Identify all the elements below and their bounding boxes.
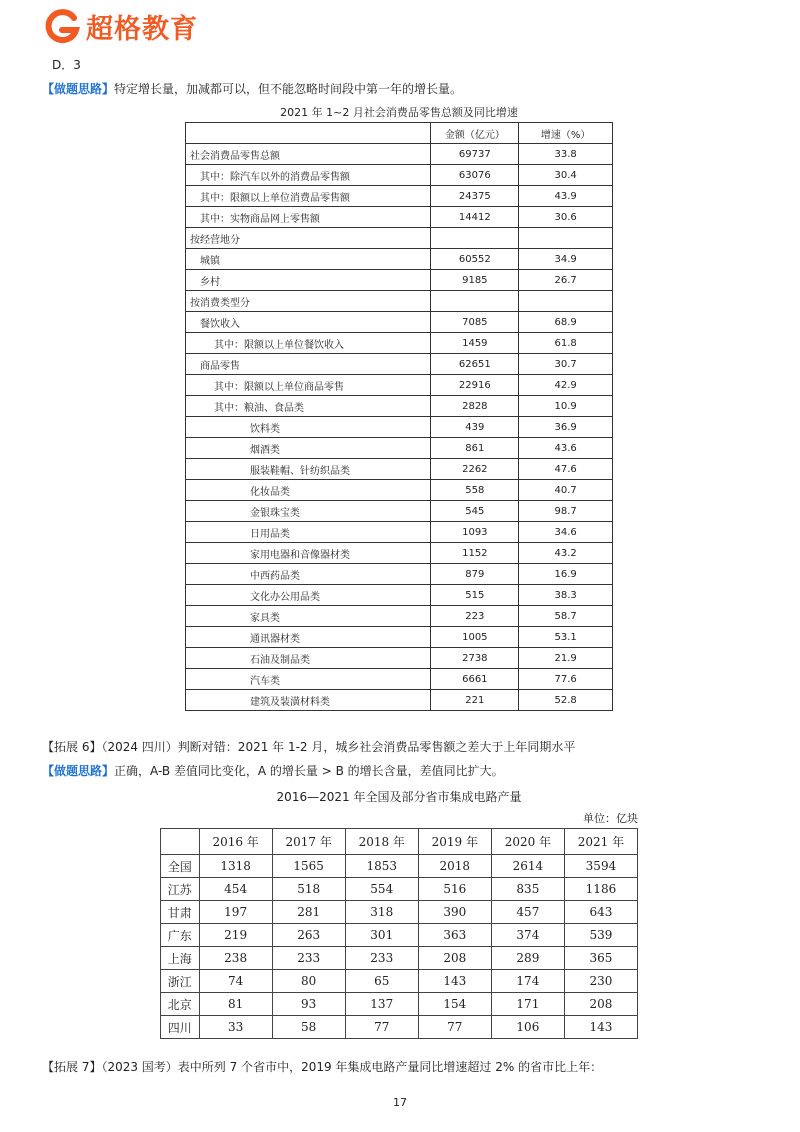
table2-value-cell: 1565: [272, 855, 345, 878]
table2-title: 2016—2021 年全国及部分省市集成电路产量: [276, 790, 522, 804]
table2-value-cell: 554: [345, 878, 418, 901]
table2-row: [161, 924, 638, 947]
table1-label-cell: 日用品类: [186, 522, 431, 543]
table2-value-cell: 74: [199, 970, 272, 993]
table2-row: [161, 901, 638, 924]
table2-value-cell: 154: [418, 993, 491, 1016]
table2-value-cell: 233: [272, 947, 345, 970]
table1-label-cell: 其中：限额以上单位商品零售: [186, 375, 431, 396]
table1-label-cell: 城镇: [186, 249, 431, 270]
table2-region-cell: 广东: [161, 924, 200, 947]
table1-amount-cell: 60552: [431, 249, 519, 270]
table1-growth-cell: 77.6: [519, 669, 613, 690]
table1-label-cell: 按经营地分: [186, 228, 431, 249]
table1-amount-cell: 62651: [431, 354, 519, 375]
table1-label-cell: 中西药品类: [186, 564, 431, 585]
table1-amount-cell: 7085: [431, 312, 519, 333]
table2-header-cell: 2021 年: [564, 829, 637, 855]
table1-label-cell: 乡村: [186, 270, 431, 291]
table2-region-cell: 北京: [161, 993, 200, 1016]
table1-row: [186, 459, 613, 480]
table1-label-cell: 建筑及装潢材料类: [186, 690, 431, 711]
table1-row: [186, 333, 613, 354]
table2-region-cell: 全国: [161, 855, 200, 878]
table1-label-cell: 其中：除汽车以外的消费品零售额: [186, 165, 431, 186]
table2-header-cell: 2020 年: [491, 829, 564, 855]
table1-row: [186, 585, 613, 606]
table2-region-cell: 上海: [161, 947, 200, 970]
tip2-line: [42, 762, 504, 779]
table2-value-cell: 2614: [491, 855, 564, 878]
tip1-text: 特定增长量，加减都可以，但不能忽略时间段中第一年的增长量。: [114, 82, 463, 96]
table1-amount-cell: 69737: [431, 144, 519, 165]
table2-value-cell: 208: [564, 993, 637, 1016]
table1-row: [186, 207, 613, 228]
table1-growth-cell: 98.7: [519, 501, 613, 522]
table1-row: [186, 648, 613, 669]
table1-header-row: [186, 123, 613, 144]
table1-growth-cell: 53.1: [519, 627, 613, 648]
brand-logo: [42, 6, 198, 46]
brand-name: 超格教育: [86, 13, 198, 45]
table1-row: [186, 522, 613, 543]
table1-header-cell: 增速（%）: [519, 123, 613, 144]
table1-amount-cell: [431, 228, 519, 249]
table1-growth-cell: 43.6: [519, 438, 613, 459]
table1-label-cell: 石油及制品类: [186, 648, 431, 669]
table2-region-cell: 浙江: [161, 970, 200, 993]
table1-growth-cell: 47.6: [519, 459, 613, 480]
table2-value-cell: 80: [272, 970, 345, 993]
table1-label-cell: 文化办公用品类: [186, 585, 431, 606]
table2-row: [161, 1016, 638, 1039]
table1-row: [186, 144, 613, 165]
table1-amount-cell: 6661: [431, 669, 519, 690]
tip2-text: 正确，A-B 差值同比变化，A 的增长量 > B 的增长含量，差值同比扩大。: [114, 764, 504, 778]
table1-label-cell: 通讯器材类: [186, 627, 431, 648]
table1-label-cell: 饮料类: [186, 417, 431, 438]
table1-amount-cell: 221: [431, 690, 519, 711]
table2-value-cell: 365: [564, 947, 637, 970]
table1-amount-cell: 545: [431, 501, 519, 522]
table1-amount-cell: 2828: [431, 396, 519, 417]
answer-line: D．3: [52, 58, 81, 72]
table1-label-cell: 金银珠宝类: [186, 501, 431, 522]
table2-value-cell: 65: [345, 970, 418, 993]
ext6-line: 【拓展 6】（2024 四川）判断对错：2021 年 1-2 月，城乡社会消费品零售额之差大于上年同期水平: [42, 740, 576, 754]
table1-row: [186, 543, 613, 564]
table1-header-cell: [186, 123, 431, 144]
table2-value-cell: 390: [418, 901, 491, 924]
table1-growth-cell: 30.4: [519, 165, 613, 186]
table2-value-cell: 171: [491, 993, 564, 1016]
table1-label-cell: 餐饮收入: [186, 312, 431, 333]
table1-amount-cell: 63076: [431, 165, 519, 186]
table1-label-cell: 烟酒类: [186, 438, 431, 459]
table2-value-cell: 1318: [199, 855, 272, 878]
table1-growth-cell: 30.7: [519, 354, 613, 375]
table2-value-cell: 33: [199, 1016, 272, 1039]
table1-row: [186, 690, 613, 711]
table1-row: [186, 312, 613, 333]
table2-value-cell: 318: [345, 901, 418, 924]
table2-header-cell: 2017 年: [272, 829, 345, 855]
table1-row: [186, 291, 613, 312]
table2-value-cell: 363: [418, 924, 491, 947]
tip2-tag: 【做题思路】: [42, 764, 115, 778]
table1-row: [186, 165, 613, 186]
table1-title: 2021 年 1~2 月社会消费品零售总额及同比增速: [280, 106, 518, 119]
table1-growth-cell: 42.9: [519, 375, 613, 396]
table1-growth-cell: 58.7: [519, 606, 613, 627]
tip1-line: [42, 80, 462, 97]
table1-row: [186, 627, 613, 648]
table2-value-cell: 143: [418, 970, 491, 993]
table1-amount-cell: 861: [431, 438, 519, 459]
table1-amount-cell: 1459: [431, 333, 519, 354]
table1-amount-cell: 9185: [431, 270, 519, 291]
table1-amount-cell: [431, 291, 519, 312]
table1-label-cell: 服装鞋帽、针纺织品类: [186, 459, 431, 480]
table1-row: [186, 186, 613, 207]
table1-row: [186, 564, 613, 585]
table2-value-cell: 457: [491, 901, 564, 924]
table2-row: [161, 855, 638, 878]
table2-value-cell: 374: [491, 924, 564, 947]
table2-value-cell: 143: [564, 1016, 637, 1039]
table1-growth-cell: 43.2: [519, 543, 613, 564]
table2-value-cell: 289: [491, 947, 564, 970]
table1-amount-cell: 22916: [431, 375, 519, 396]
table1-row: [186, 270, 613, 291]
table1-label-cell: 其中：实物商品网上零售额: [186, 207, 431, 228]
table1-amount-cell: 879: [431, 564, 519, 585]
table1-row: [186, 480, 613, 501]
table1-growth-cell: 61.8: [519, 333, 613, 354]
table1-amount-cell: 1005: [431, 627, 519, 648]
table1-row: [186, 606, 613, 627]
table2-value-cell: 58: [272, 1016, 345, 1039]
table2-value-cell: 197: [199, 901, 272, 924]
table1-amount-cell: 24375: [431, 186, 519, 207]
brand-logo-icon: [42, 6, 82, 46]
table1-label-cell: 化妆品类: [186, 480, 431, 501]
table1-row: [186, 396, 613, 417]
table2-header-cell: 2019 年: [418, 829, 491, 855]
table1-row: [186, 375, 613, 396]
table1-row: [186, 501, 613, 522]
table1-amount-cell: 439: [431, 417, 519, 438]
ic-production-table: [160, 828, 638, 1039]
table2-value-cell: 208: [418, 947, 491, 970]
table1-growth-cell: [519, 228, 613, 249]
table2-value-cell: 233: [345, 947, 418, 970]
table1-row: [186, 417, 613, 438]
table1-growth-cell: 21.9: [519, 648, 613, 669]
table1-amount-cell: 1093: [431, 522, 519, 543]
table2-value-cell: 516: [418, 878, 491, 901]
page-number: 17: [393, 1096, 407, 1109]
table2-value-cell: 1186: [564, 878, 637, 901]
table2-value-cell: 835: [491, 878, 564, 901]
table2-header-cell: [161, 829, 200, 855]
table2-region-cell: 四川: [161, 1016, 200, 1039]
table2-value-cell: 137: [345, 993, 418, 1016]
table1-growth-cell: 40.7: [519, 480, 613, 501]
table2-header-row: [161, 829, 638, 855]
table2-value-cell: 539: [564, 924, 637, 947]
table1-growth-cell: 34.9: [519, 249, 613, 270]
table1-growth-cell: [519, 291, 613, 312]
table1-amount-cell: 558: [431, 480, 519, 501]
table2-value-cell: 281: [272, 901, 345, 924]
table2-value-cell: 174: [491, 970, 564, 993]
table2-value-cell: 1853: [345, 855, 418, 878]
table2-unit: 单位：亿块: [583, 812, 638, 825]
table1-label-cell: 其中：粮油、食品类: [186, 396, 431, 417]
table2-row: [161, 993, 638, 1016]
table1-growth-cell: 36.9: [519, 417, 613, 438]
table1-growth-cell: 26.7: [519, 270, 613, 291]
table1-label-cell: 商品零售: [186, 354, 431, 375]
table2-value-cell: 230: [564, 970, 637, 993]
table1-growth-cell: 43.9: [519, 186, 613, 207]
table2-value-cell: 643: [564, 901, 637, 924]
table1-row: [186, 438, 613, 459]
table1-label-cell: 家具类: [186, 606, 431, 627]
table1-label-cell: 其中：限额以上单位消费品零售额: [186, 186, 431, 207]
table2-row: [161, 947, 638, 970]
table2-region-cell: 江苏: [161, 878, 200, 901]
table2-value-cell: 238: [199, 947, 272, 970]
table2-value-cell: 2018: [418, 855, 491, 878]
table2-value-cell: 81: [199, 993, 272, 1016]
table2-value-cell: 93: [272, 993, 345, 1016]
table2-header-cell: 2016 年: [199, 829, 272, 855]
table1-row: [186, 228, 613, 249]
table1-label-cell: 其中：限额以上单位餐饮收入: [186, 333, 431, 354]
table1-label-cell: 社会消费品零售总额: [186, 144, 431, 165]
table1-growth-cell: 52.8: [519, 690, 613, 711]
table1-growth-cell: 34.6: [519, 522, 613, 543]
table1-row: [186, 354, 613, 375]
table2-value-cell: 263: [272, 924, 345, 947]
table1-amount-cell: 515: [431, 585, 519, 606]
table1-growth-cell: 38.3: [519, 585, 613, 606]
table2-row: [161, 970, 638, 993]
table2-row: [161, 878, 638, 901]
table2-value-cell: 518: [272, 878, 345, 901]
table1-label-cell: 家用电器和音像器材类: [186, 543, 431, 564]
table1-label-cell: 按消费类型分: [186, 291, 431, 312]
table1-amount-cell: 223: [431, 606, 519, 627]
table2-region-cell: 甘肃: [161, 901, 200, 924]
table1-row: [186, 669, 613, 690]
table2-value-cell: 454: [199, 878, 272, 901]
table1-growth-cell: 68.9: [519, 312, 613, 333]
tip1-tag: 【做题思路】: [42, 82, 115, 96]
ext7-line: 【拓展 7】（2023 国考）表中所列 7 个省市中，2019 年集成电路产量同比增速超过 2% 的省市比上年：: [42, 1060, 603, 1074]
table1-row: [186, 249, 613, 270]
table1-growth-cell: 16.9: [519, 564, 613, 585]
table2-value-cell: 77: [345, 1016, 418, 1039]
table2-value-cell: 219: [199, 924, 272, 947]
table2-value-cell: 106: [491, 1016, 564, 1039]
table2-value-cell: 301: [345, 924, 418, 947]
table1-amount-cell: 14412: [431, 207, 519, 228]
table1-amount-cell: 2738: [431, 648, 519, 669]
table1-header-cell: 金额（亿元）: [431, 123, 519, 144]
table1-amount-cell: 1152: [431, 543, 519, 564]
table2-value-cell: 3594: [564, 855, 637, 878]
table2-value-cell: 77: [418, 1016, 491, 1039]
table1-label-cell: 汽车类: [186, 669, 431, 690]
table2-header-cell: 2018 年: [345, 829, 418, 855]
table1-growth-cell: 33.8: [519, 144, 613, 165]
table1-amount-cell: 2262: [431, 459, 519, 480]
table1-growth-cell: 10.9: [519, 396, 613, 417]
table1-growth-cell: 30.6: [519, 207, 613, 228]
retail-sales-table: [185, 122, 613, 711]
